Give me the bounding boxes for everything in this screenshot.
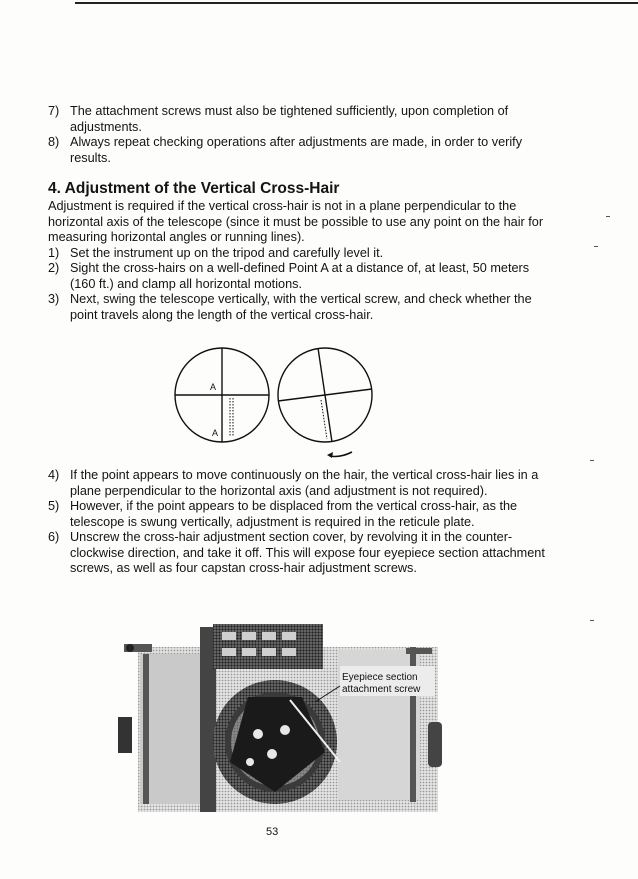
scan-speck — [590, 620, 594, 621]
scan-speck — [594, 246, 598, 247]
list-text: Unscrew the cross-hair adjustment section cover, by revolving it in the counter-clockwise direction, and take it off. This will expose four eyepiece section attachment screws, as well as four capstan cross-hair adjustment screws. — [70, 530, 545, 575]
callout-line-1: Eyepiece section — [342, 672, 418, 683]
list-text: If the point appears to move continuously on the hair, the vertical cross-hair lies in a plane perpendicular to the horizontal axis (and adjustment is not required). — [70, 468, 539, 498]
steps-continued — [48, 468, 548, 577]
step-1 — [48, 246, 548, 262]
reticle-left — [175, 348, 269, 442]
step-4 — [48, 468, 548, 499]
list-item-8 — [48, 135, 548, 166]
point-a-top: A — [210, 382, 217, 392]
list-text: The attachment screws must also be tightened sufficiently, upon completion of adjustments. — [70, 104, 509, 134]
rotation-arrow-icon — [327, 452, 352, 458]
scan-speck — [606, 216, 610, 217]
list-text: Next, swing the telescope vertically, with the vertical screw, and check whether the point travels along the length of the vertical cross-hair. — [70, 292, 532, 322]
list-item-7 — [48, 104, 548, 135]
step-6 — [48, 530, 548, 577]
list-number: 8) — [48, 135, 60, 149]
top-rule — [75, 2, 638, 4]
list-number: 7) — [48, 104, 60, 118]
point-a-bottom: A — [212, 428, 219, 438]
list-number: 4) — [48, 468, 60, 482]
list-number: 1) — [48, 245, 60, 260]
step-3 — [48, 292, 548, 323]
instrument-photo — [110, 622, 460, 812]
section-heading: 4. Adjustment of the Vertical Cross-Hair — [48, 180, 340, 197]
callout-line-2: attachment screw — [342, 684, 421, 695]
list-text: Set the instrument up on the tripod and carefully level it. — [70, 245, 384, 260]
scan-speck — [590, 460, 594, 461]
list-text: However, if the point appears to be displaced from the vertical cross-hair, as the telescope is swung vertically, adjustment is required in the reticule plate. — [70, 499, 518, 529]
list-number: 6) — [48, 530, 60, 544]
page-number: 53 — [266, 826, 279, 838]
step-2 — [48, 261, 548, 292]
list-text: Always repeat checking operations after adjustments are made, in order to verify results. — [70, 135, 523, 165]
crosshair-figure — [170, 343, 380, 458]
list-text: Sight the cross-hairs on a well-defined Point A at a distance of, at least, 50 meters (160 ft.) and clamp all horizontal motions. — [70, 261, 530, 291]
list-number: 5) — [48, 499, 60, 513]
step-5 — [48, 499, 548, 530]
list-number: 3) — [48, 292, 60, 306]
page-content — [48, 104, 548, 577]
section-intro: Adjustment is required if the vertical cross-hair is not in a plane perpendicular to the horizontal axis of the telescope (since it must be possible to use any point on the hair for measuring horizontal angles or running lines). — [48, 199, 544, 244]
reticle-right — [278, 348, 372, 442]
list-number: 2) — [48, 261, 60, 275]
